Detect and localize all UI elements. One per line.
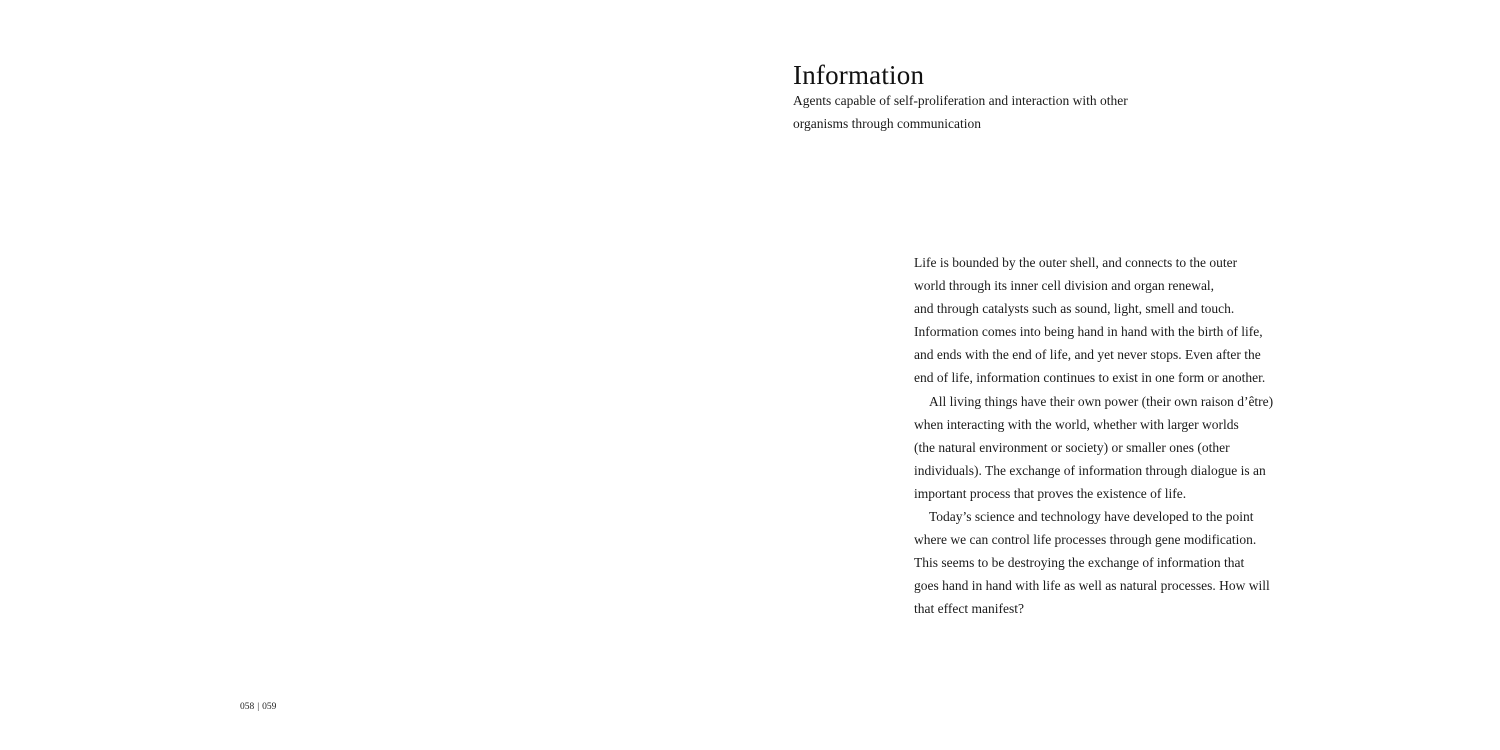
body-line: when interacting with the world, whether with larger worlds — [914, 416, 1239, 432]
body-line: world through its inner cell division and organ renewal, — [914, 278, 1215, 294]
subtitle-line: Agents capable of self-proliferation and interaction with other — [793, 93, 1128, 108]
subtitle-line: organisms through communication — [793, 116, 981, 131]
body-line: goes hand in hand with life as well as natural processes. How will — [914, 578, 1270, 594]
body-line: important process that proves the existence of life. — [914, 485, 1187, 501]
page-title: Information — [793, 60, 925, 90]
body-line: that effect manifest? — [914, 601, 1024, 617]
left-page-number: 058 — [240, 702, 255, 712]
body-line: This seems to be destroying the exchange of information that — [914, 555, 1245, 571]
body-line: end of life, information continues to exist in one form or another. — [914, 370, 1266, 386]
right-page-number: 059 — [262, 702, 277, 712]
body-line: where we can control life processes through gene modification. — [914, 532, 1257, 548]
body-line: Life is bounded by the outer shell, and connects to the outer — [914, 255, 1238, 270]
body-line: individuals). The exchange of information through dialogue is an — [914, 462, 1266, 478]
page-numbers — [240, 701, 276, 713]
body-line: and ends with the end of life, and yet never stops. Even after the — [914, 347, 1261, 363]
body-line-paragraph-start: All living things have their own power (their own raison d’être) — [929, 393, 1274, 409]
body-line-paragraph-start: Today’s science and technology have developed to the point — [929, 509, 1254, 525]
body-text — [914, 251, 1274, 621]
body-line: and through catalysts such as sound, light, smell and touch. — [914, 301, 1235, 317]
body-line: Information comes into being hand in hand with the birth of life, — [914, 324, 1263, 340]
body-line: (the natural environment or society) or smaller ones (other — [914, 439, 1230, 455]
page-number-separator: | — [257, 702, 260, 712]
page-subtitle — [793, 89, 1153, 135]
